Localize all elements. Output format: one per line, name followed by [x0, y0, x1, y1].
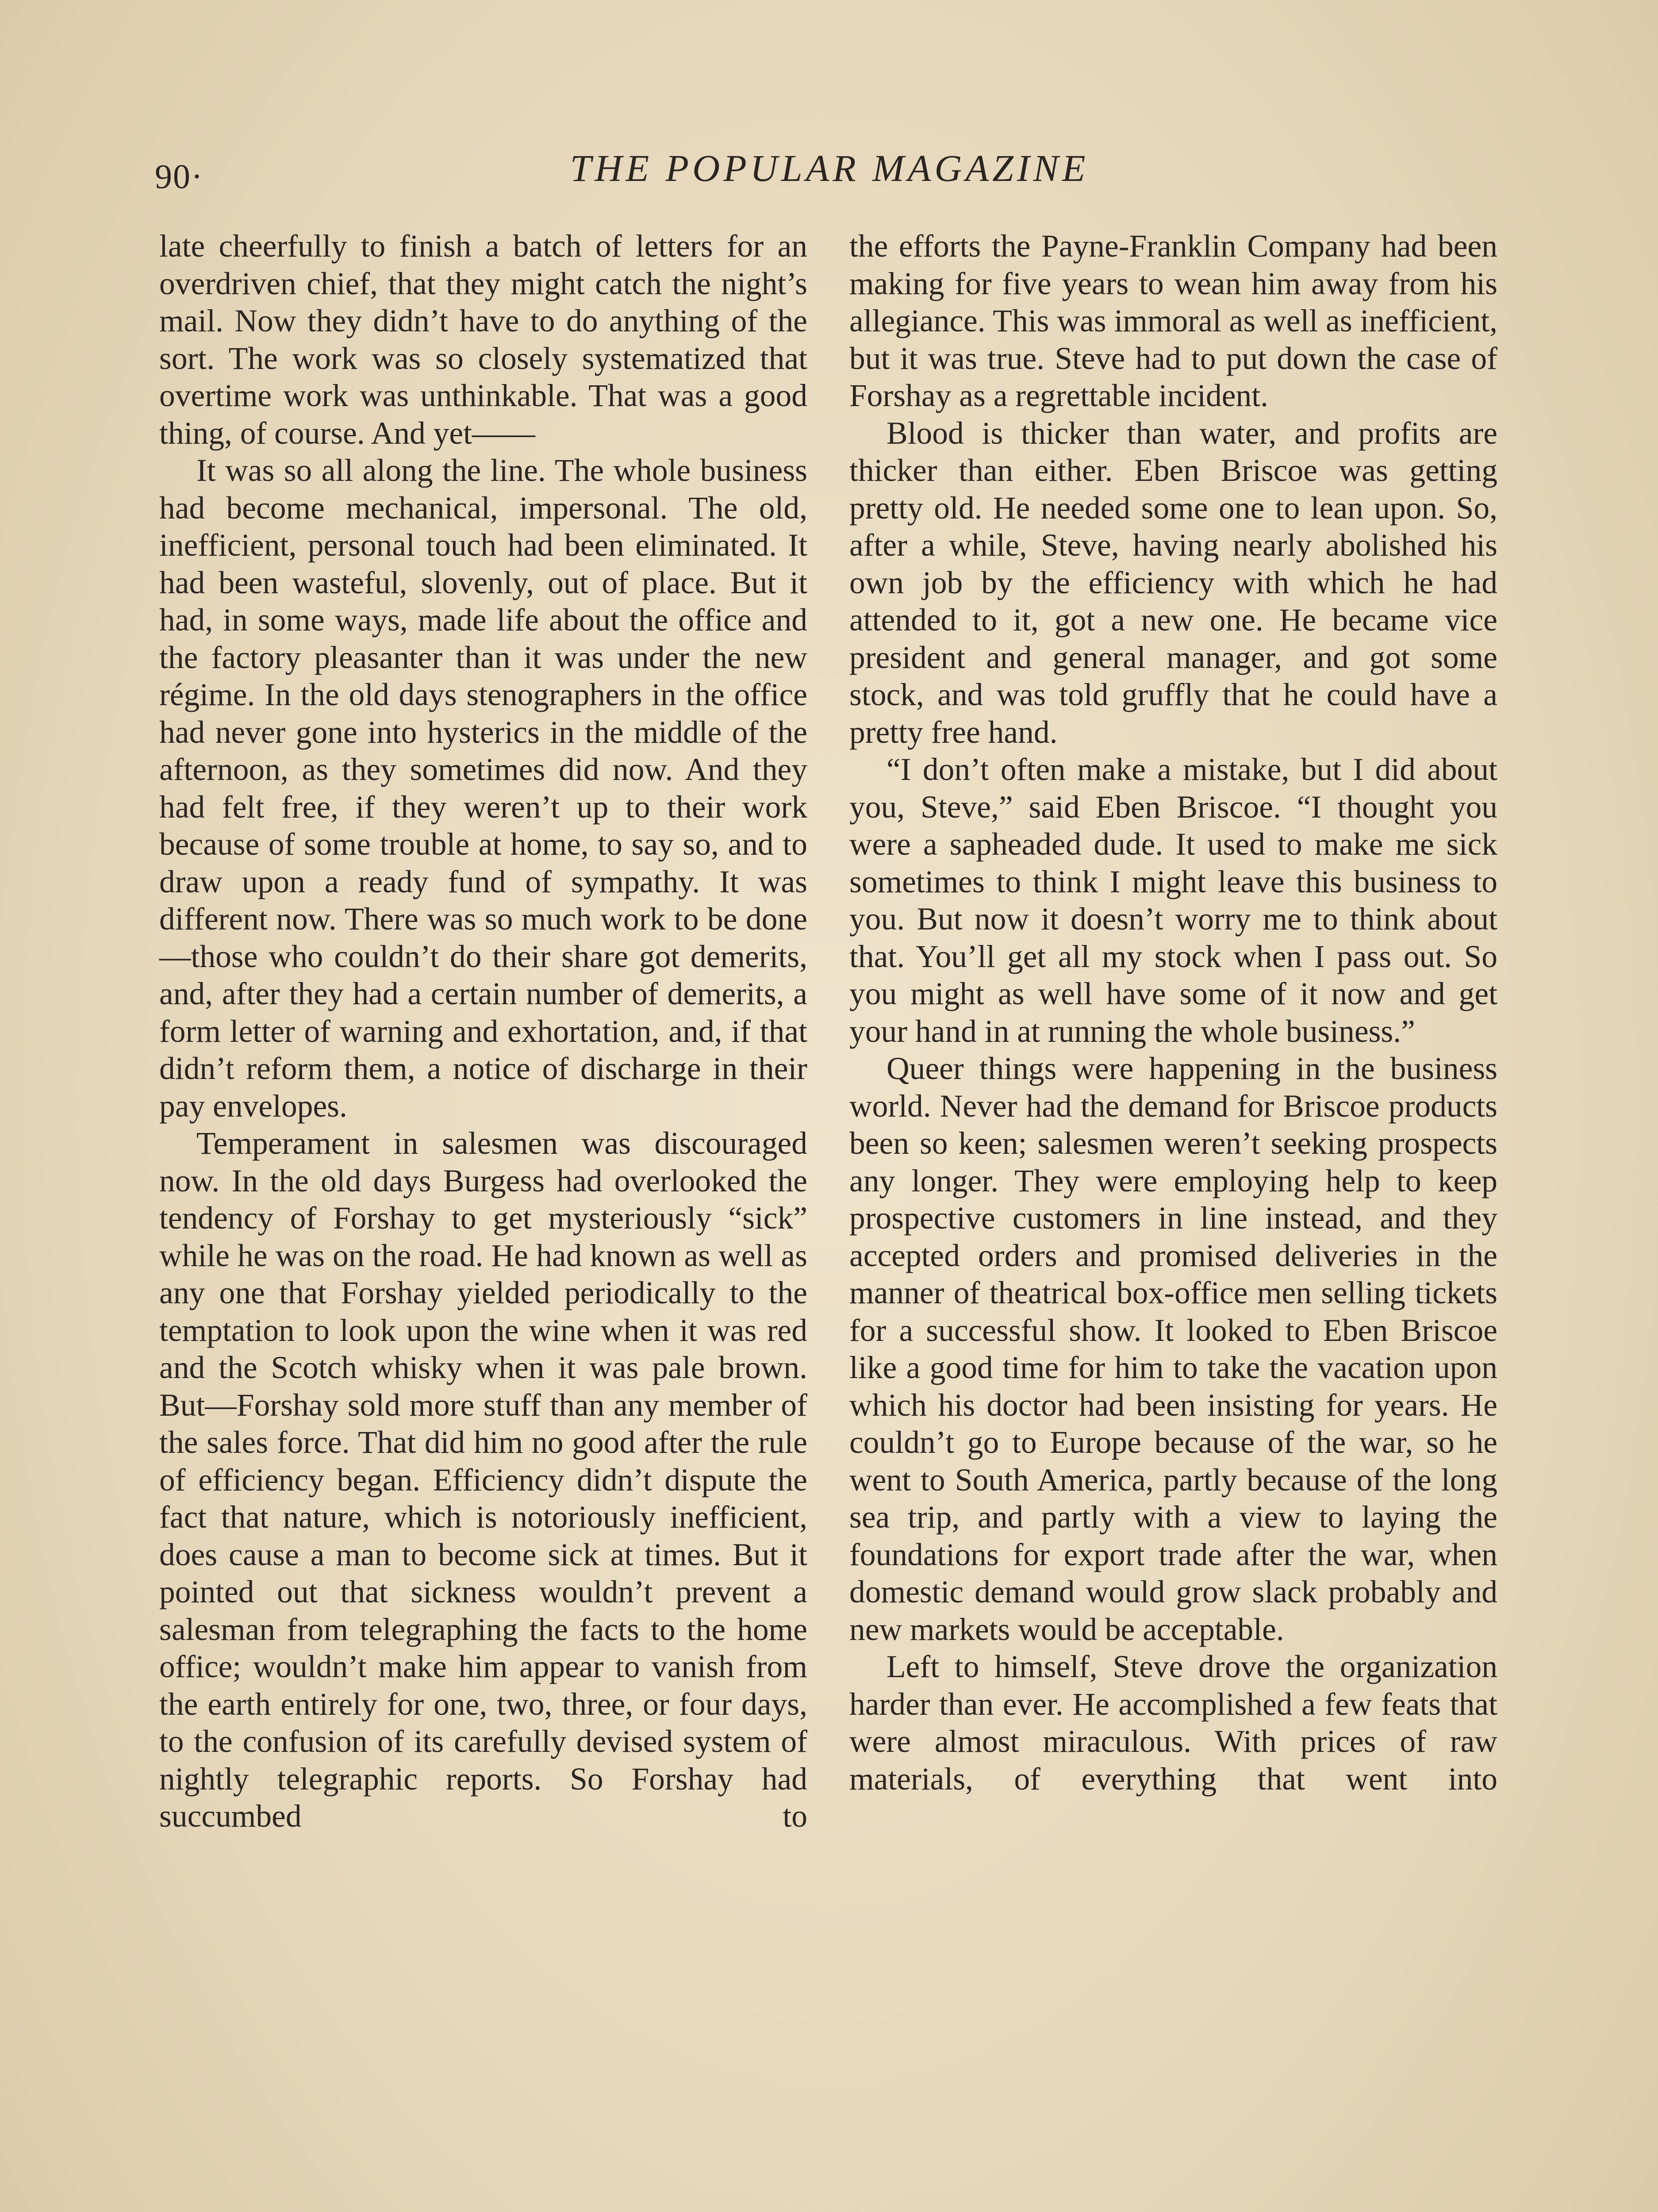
paragraph: Temperament in salesmen was discouraged now. In the old days Burgess had overlooked the tendency of Forshay to get mysteriously “sick” while he was on the road. He had known as well as any one that Forshay yielded periodically to the temptation to look upon the wine when it was red and the Scotch whisky when it was pale brown. But—Forshay sold more stuff than any member of the sales force. That did him no good after the rule of efficiency began. Efficiency didn’t dispute the fact that nature, which is notoriously inefficient, does cause a man to become sick at times. But it pointed out that sickness wouldn’t prevent a salesman from telegraphing the facts to the home office; wouldn’t make him appear to vanish from the earth entirely for one, two, three, or four days, to the confusion of its carefully devised system of nightly telegraphic reports. So Forshay had succumbed to [159, 1126, 807, 1834]
paragraph: Queer things were happening in the business world. Never had the demand for Briscoe products been so keen; salesmen weren’t seeking prospects any longer. They were employing help to keep prospective customers in line instead, and they accepted orders and promised deliveries in the manner of theatrical box-office men selling tickets for a successful show. It looked to Eben Briscoe like a good time for him to take the vacation upon which his doctor had been insisting for years. He couldn’t go to Europe because of the war, so he went to South America, partly because of the long sea trip, and partly with a view to laying the foundations for export trade after the war, when domestic demand would grow slack probably and new markets would be acceptable. [849, 1051, 1497, 1647]
paragraph: Left to himself, Steve drove the organization harder than ever. He accomplished a few feats that were almost miraculous. With prices of raw materials, of everything that went into [849, 1649, 1497, 1797]
right-text-column [849, 228, 1497, 1798]
paragraph: the efforts the Payne-Franklin Company had been making for five years to wean him away from his allegiance. This was immoral as well as inefficient, but it was true. Steve had to put down the case of Forshay as a regrettable incident. [849, 229, 1497, 413]
left-text-column [159, 228, 807, 1836]
magazine-title: THE POPULAR MAGAZINE [570, 147, 1089, 189]
page-number: 90· [155, 157, 203, 196]
page-header [155, 146, 1504, 208]
paragraph: late cheerfully to finish a batch of letters for an overdriven chief, that they might catch the night’s mail. Now they didn’t have to do anything of the sort. The work was so closely systematized that overtime work was unthinkable. That was a good thing, of course. And yet—— [159, 229, 807, 451]
paragraph: Blood is thicker than water, and profits are thicker than either. Eben Briscoe was getting pretty old. He needed some one to lean upon. So, after a while, Steve, having nearly abolished his own job by the efficiency with which he had attended to it, got a new one. He became vice president and general manager, and got some stock, and was told gruffly that he could have a pretty free hand. [849, 415, 1497, 750]
paragraph: “I don’t often make a mistake, but I did about you, Steve,” said Eben Briscoe. “I thought you were a sapheaded dude. It used to make me sick sometimes to think I might leave this business to you. But now it doesn’t worry me to think about that. You’ll get all my stock when I pass out. So you might as well have some of it now and get your hand in at running the whole business.” [849, 752, 1497, 1049]
paragraph: It was so all along the line. The whole business had become mechanical, impersonal. The old, inefficient, personal touch had been eliminated. It had been wasteful, slovenly, out of place. But it had, in some ways, made life about the office and the factory pleasanter than it was under the new régime. In the old days stenographers in the office had never gone into hysterics in the middle of the afternoon, as they sometimes did now. And they had felt free, if they weren’t up to their work because of some trouble at home, to say so, and to draw upon a ready fund of sympathy. It was different now. There was so much work to be done—those who couldn’t do their share got demerits, and, after they had a certain number of demerits, a form letter of warning and exhortation, and, if that didn’t reform them, a notice of discharge in their pay envelopes. [159, 453, 807, 1124]
